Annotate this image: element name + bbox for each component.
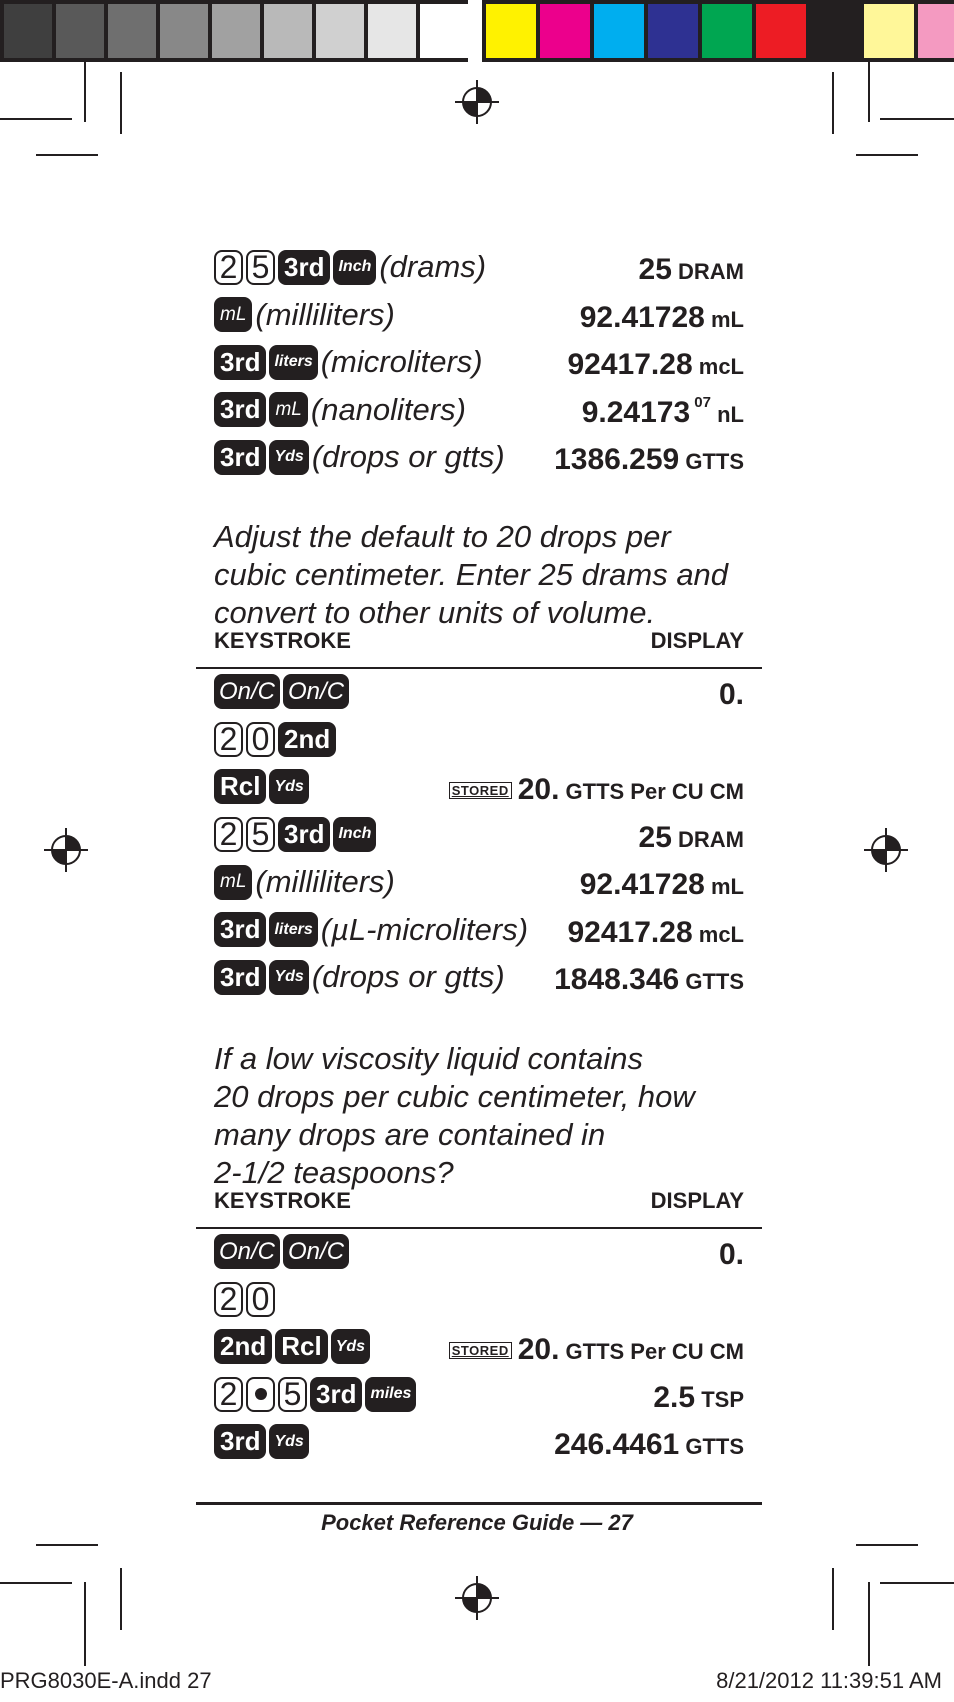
section-3-rows: [214, 1230, 744, 1468]
crop-mark: [880, 118, 954, 120]
display-value: [449, 1333, 744, 1367]
calculator-key: 5: [246, 817, 275, 852]
display-value: [581, 393, 744, 430]
conversion-label: (microliters): [320, 344, 483, 379]
conversion-label: (nanoliters): [310, 391, 466, 427]
intro-line: If a low viscosity liquid contains: [214, 1041, 644, 1076]
gray-swatch: [364, 0, 416, 62]
calculator-key: 2: [214, 1282, 243, 1317]
calculator-key: 2: [214, 722, 243, 757]
color-swatch: [482, 0, 536, 62]
gray-swatch: [0, 0, 52, 62]
display-number: 246.4461: [554, 1428, 680, 1461]
keystroke-row: [214, 1420, 744, 1468]
calculator-key: mL: [214, 865, 252, 900]
table-header: [214, 1178, 744, 1218]
display-number: 92.41728: [579, 868, 705, 901]
conversion-label: (milliliters): [255, 864, 395, 899]
crop-mark: [868, 62, 870, 122]
display-number: 25: [638, 253, 672, 286]
calculator-key: 3rd: [310, 1377, 362, 1412]
display-number: 1386.259: [554, 443, 680, 476]
conversion-label: (drams): [379, 249, 487, 284]
display-unit: GTTS Per CU CM: [559, 1339, 744, 1364]
display-unit: GTTS: [679, 969, 744, 994]
display-header: DISPLAY: [650, 628, 744, 653]
crop-mark: [880, 1582, 954, 1584]
calculator-key: 2: [214, 1377, 243, 1412]
section-2-rows: [214, 670, 744, 1003]
keystroke-sequence: [214, 769, 312, 804]
display-number: 92417.28: [567, 915, 693, 949]
footer-rule: [196, 1502, 762, 1505]
display-value: [554, 963, 744, 997]
keystroke-row: [214, 813, 744, 861]
crop-mark: [120, 72, 122, 134]
display-unit: DRAM: [671, 259, 744, 284]
display-value: [719, 1238, 744, 1272]
keystroke-sequence: [214, 439, 505, 475]
calculator-key: miles: [365, 1377, 416, 1412]
calculator-key: mL: [214, 297, 252, 332]
section-2: [214, 518, 744, 1003]
display-number: 1848.346: [554, 963, 680, 996]
crop-mark: [36, 154, 98, 156]
calculator-key: On/C: [283, 674, 349, 709]
intro-line: 20 drops per cubic centimeter, how: [214, 1079, 695, 1114]
calculator-key: Yds: [269, 1424, 308, 1459]
display-unit: mcL: [692, 354, 744, 379]
keystroke-sequence: [214, 959, 505, 995]
calculator-key: 3rd: [214, 345, 266, 380]
gray-swatch: [416, 0, 468, 62]
keystroke-row: [214, 340, 744, 388]
display-value: [554, 443, 744, 477]
display-unit: mL: [704, 874, 744, 899]
display-value: [719, 678, 744, 712]
keystroke-header: KEYSTROKE: [214, 628, 351, 653]
keystroke-sequence: [214, 817, 379, 852]
keystroke-header: KEYSTROKE: [214, 1188, 351, 1213]
crop-mark: [868, 1582, 870, 1666]
color-swatch: [644, 0, 698, 62]
intro-line: convert to other units of volume.: [214, 595, 656, 630]
crop-mark: [832, 72, 834, 134]
color-swatch: [806, 0, 860, 62]
keystroke-row: [214, 388, 744, 436]
crop-mark: [832, 1568, 834, 1630]
display-number: 92417.28: [567, 348, 693, 381]
display-value: [568, 916, 745, 950]
keystroke-row: [214, 908, 744, 956]
color-swatch: [752, 0, 806, 62]
calculator-key: liters: [269, 345, 317, 380]
stored-indicator: STORED: [449, 782, 512, 799]
intro-line: many drops are contained in: [214, 1117, 606, 1152]
display-header: DISPLAY: [650, 1188, 744, 1213]
calculator-key: 2nd: [214, 1329, 272, 1364]
keystroke-sequence: [214, 1234, 352, 1269]
display-value: [449, 773, 744, 807]
gray-swatch: [104, 0, 156, 62]
color-calibration-bar: [0, 0, 954, 62]
keystroke-row: [214, 293, 744, 341]
calculator-key: Inch: [333, 817, 376, 852]
calculator-key: 3rd: [214, 912, 266, 947]
keystroke-sequence: [214, 249, 486, 285]
table-header: [214, 618, 744, 658]
keystroke-sequence: [214, 864, 395, 900]
section-3-intro: [214, 1040, 744, 1192]
keystroke-row: [214, 955, 744, 1003]
color-swatch: [698, 0, 752, 62]
crop-mark: [36, 1544, 98, 1546]
keystroke-row: [214, 1278, 744, 1326]
conversion-label: (drops or gtts): [311, 439, 505, 474]
calculator-key: Yds: [269, 769, 308, 804]
display-value: [580, 868, 744, 902]
stored-indicator: STORED: [449, 1342, 512, 1359]
gray-swatch: [52, 0, 104, 62]
keystroke-sequence: [214, 722, 339, 757]
calculator-key: Yds: [269, 440, 308, 475]
slug-timestamp: 8/21/2012 11:39:51 AM: [716, 1668, 942, 1693]
display-value: [580, 301, 744, 335]
keystroke-row: [214, 670, 744, 718]
display-number: 20.: [517, 773, 560, 806]
gray-swatch: [208, 0, 260, 62]
calculator-key: 0: [246, 1282, 275, 1317]
keystroke-sequence: [214, 392, 466, 428]
calculator-key: 2: [214, 817, 243, 852]
display-value: [554, 1428, 744, 1462]
crop-mark: [120, 1568, 122, 1630]
registration-mark-icon: [864, 828, 908, 872]
display-value: [639, 821, 744, 855]
calculator-key: 3rd: [214, 440, 266, 475]
display-number: 0.: [718, 1238, 744, 1271]
calculator-key: 5: [246, 250, 275, 285]
display-value: [568, 348, 745, 382]
slug-filename: PRG8030E-A.indd 27: [0, 1668, 212, 1693]
conversion-label: (milliliters): [255, 296, 395, 332]
gray-swatch: [312, 0, 364, 62]
keystroke-row: [214, 718, 744, 766]
calculator-key: On/C: [214, 1234, 280, 1269]
display-unit: DRAM: [671, 826, 744, 852]
calculator-key: Inch: [333, 250, 376, 285]
crop-mark: [0, 118, 72, 120]
calculator-key: Yds: [269, 960, 308, 995]
keystroke-sequence: [214, 1329, 373, 1364]
keystroke-row: [214, 860, 744, 908]
calculator-key: Rcl: [275, 1329, 327, 1364]
keystroke-sequence: [214, 344, 483, 380]
display-unit: mcL: [692, 921, 744, 947]
display-number: 25: [638, 820, 672, 854]
keystroke-sequence: [214, 1282, 278, 1317]
gray-swatch: [260, 0, 312, 62]
gray-swatch: [156, 0, 208, 62]
display-number: 2.5: [653, 1380, 696, 1414]
calculator-key: 3rd: [214, 1424, 266, 1459]
crop-mark: [856, 1544, 918, 1546]
display-number: 9.24173: [581, 395, 691, 429]
crop-mark: [0, 1582, 72, 1584]
conversion-label: (drops or gtts): [311, 959, 505, 994]
color-swatch: [860, 0, 914, 62]
crop-mark: [84, 62, 86, 122]
registration-mark-icon: [44, 828, 88, 872]
keystroke-row: [214, 1373, 744, 1421]
registration-mark-icon: [455, 1576, 499, 1620]
calculator-key: 3rd: [278, 817, 330, 852]
intro-line: cubic centimeter. Enter 25 drams and: [214, 557, 729, 592]
display-number: 92.41728: [579, 300, 705, 334]
display-value: [639, 253, 744, 287]
keystroke-sequence: [214, 297, 395, 333]
keystroke-row: [214, 1325, 744, 1373]
page-footer: Pocket Reference Guide — 27: [321, 1510, 633, 1535]
display-unit: TSP: [695, 1386, 744, 1412]
calculator-key: 0: [246, 722, 275, 757]
section-2-intro: [214, 518, 744, 632]
keystroke-sequence: [214, 674, 352, 709]
display-value: [653, 1381, 744, 1415]
display-unit: GTTS: [679, 449, 744, 474]
calculator-key: 3rd: [214, 392, 266, 427]
keystroke-sequence: [214, 1377, 419, 1412]
display-number: 0.: [718, 678, 744, 711]
display-unit: GTTS Per CU CM: [559, 779, 744, 804]
decimal-point-key: [246, 1377, 275, 1412]
keystroke-row: [214, 1230, 744, 1278]
calculator-key: On/C: [283, 1234, 349, 1269]
header-rule: [196, 667, 762, 669]
intro-line: Adjust the default to 20 drops per: [214, 519, 671, 554]
keystroke-sequence: [214, 1424, 312, 1459]
display-unit: mL: [704, 306, 744, 332]
section-3: [214, 1040, 744, 1468]
display-unit: GTTS: [679, 1434, 744, 1459]
calculator-key: 3rd: [214, 960, 266, 995]
calculator-key: On/C: [214, 674, 280, 709]
registration-mark-icon: [455, 80, 499, 124]
keystroke-row: [214, 765, 744, 813]
keystroke-row: [214, 245, 744, 293]
color-swatch: [536, 0, 590, 62]
color-swatch: [914, 0, 954, 62]
calculator-key: 2: [214, 250, 243, 285]
crop-mark: [856, 154, 918, 156]
calculator-key: 3rd: [278, 250, 330, 285]
intro-line: 2-1/2 teaspoons?: [214, 1155, 454, 1190]
color-swatch: [590, 0, 644, 62]
display-number: 20.: [517, 1333, 560, 1366]
conversion-label: (µL-microliters): [320, 911, 529, 947]
calculator-key: 5: [278, 1377, 307, 1412]
calculator-key: mL: [269, 392, 307, 427]
keystroke-row: [214, 435, 744, 483]
display-unit: nL: [711, 401, 744, 427]
crop-mark: [84, 1582, 86, 1666]
keystroke-sequence: [214, 912, 528, 948]
calculator-key: Rcl: [214, 769, 266, 804]
section-1-conversions: [214, 245, 744, 483]
display-exponent: 07: [690, 393, 711, 411]
header-rule: [196, 1227, 762, 1229]
calculator-key: liters: [269, 912, 317, 947]
calculator-key: 2nd: [278, 722, 336, 757]
calculator-key: Yds: [331, 1329, 370, 1364]
